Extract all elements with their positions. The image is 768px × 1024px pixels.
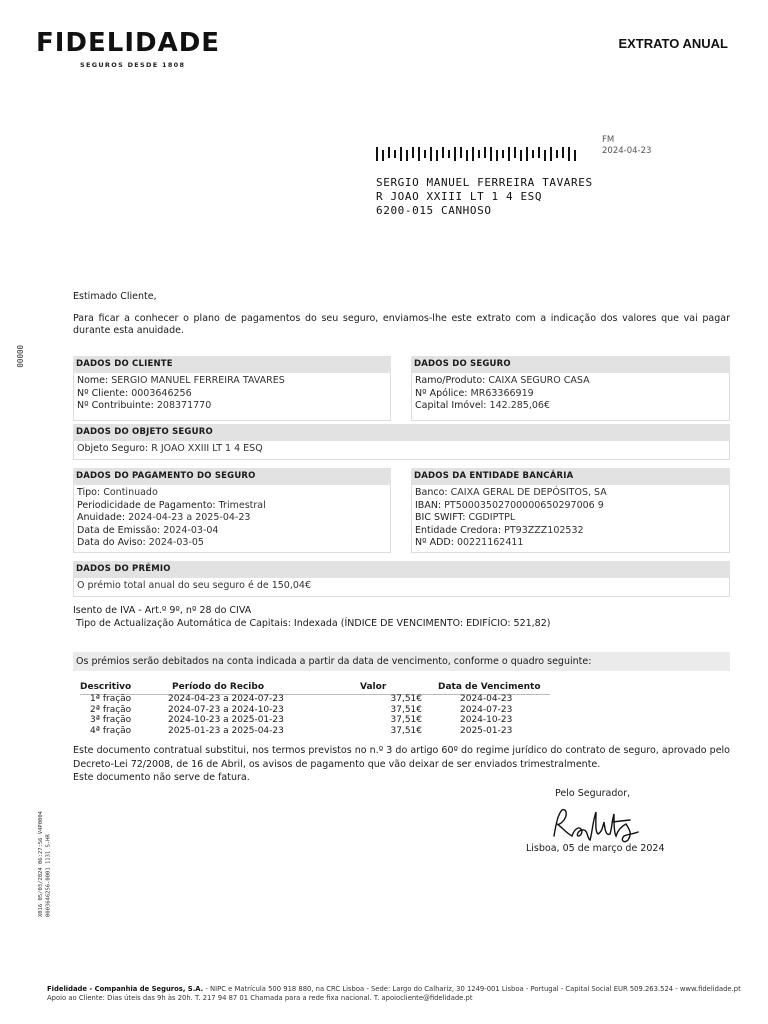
field-label: Capital Imóvel:	[415, 400, 487, 411]
logo-wordmark: FIDELIDADE	[36, 28, 221, 58]
signature-label: Pelo Segurador,	[555, 788, 631, 799]
table-cell: 37,51€	[390, 715, 422, 725]
table-row	[80, 705, 550, 716]
field-value: R JOAO XXIII LT 1 4 ESQ	[151, 443, 263, 454]
add-row	[415, 537, 726, 550]
vat-exemption: Isento de IVA - Art.º 9º, nº 28 do CIVA	[73, 605, 252, 616]
client-section-title: DADOS DO CLIENTE	[73, 356, 391, 373]
field-value: Trimestral	[218, 499, 266, 511]
field-label: BIC SWIFT:	[415, 512, 466, 523]
table-cell: 4ª fração	[90, 725, 132, 736]
table-cell: 1ª fração	[90, 694, 132, 704]
object-section	[73, 424, 730, 460]
payment-type-row	[77, 487, 387, 500]
table-row	[80, 694, 550, 705]
recipient-name: SERGIO MANUEL FERREIRA TAVARES	[376, 176, 593, 189]
table-cell: 2024-04-23	[460, 694, 513, 704]
client-number-row	[77, 388, 387, 401]
premium-section	[73, 561, 730, 597]
field-value: CAIXA GERAL DE DEPÓSITOS, SA	[450, 487, 607, 498]
field-label: Objeto Seguro:	[77, 443, 149, 454]
recipient-postal: 6200-015 CANHOSO	[376, 204, 492, 217]
insurance-section-title: DADOS DO SEGURO	[411, 356, 730, 373]
payment-section	[73, 468, 391, 553]
field-value: CAIXA SEGURO CASA	[488, 375, 590, 386]
debit-note: Os prémios serão debitados na conta indicada a partir da data de vencimento, conforme o quadro seguinte:	[73, 652, 730, 671]
field-value: 208371770	[156, 400, 212, 411]
field-value: 142.285,06€	[489, 400, 550, 411]
field-value: PT93ZZZ102532	[504, 524, 584, 536]
table-cell: 37,51€	[390, 694, 422, 704]
invoice-disclaimer: Este documento não serve de fatura.	[73, 772, 250, 783]
field-label: Anuidade:	[77, 512, 126, 523]
table-cell: 2024-04-23 a 2024-07-23	[168, 694, 284, 704]
side-print-code	[38, 772, 53, 917]
payment-section-body	[73, 485, 391, 553]
field-label: Data do Aviso:	[77, 537, 146, 548]
capital-row	[415, 400, 726, 413]
field-label: Nº Apólice:	[415, 387, 468, 399]
object-row	[77, 443, 726, 456]
insurance-section	[411, 356, 730, 421]
object-section-body	[73, 441, 730, 460]
field-value: MR63366919	[470, 387, 534, 399]
field-label: Tipo:	[77, 487, 101, 498]
document-title: EXTRATO ANUAL	[618, 36, 728, 51]
recipient-address	[376, 176, 593, 218]
field-label: Nº Cliente:	[77, 387, 129, 399]
side-code: 00000	[16, 345, 25, 368]
column-header: Período do Recibo	[172, 682, 265, 692]
field-value: 00221162411	[456, 537, 524, 548]
routing-code: FM	[602, 135, 615, 145]
routing-info	[602, 135, 651, 158]
greeting: Estimado Cliente,	[73, 291, 157, 302]
client-section	[73, 356, 391, 421]
issue-date-row	[77, 525, 387, 538]
payment-schedule-table	[80, 681, 550, 736]
field-value: Continuado	[103, 487, 158, 498]
premium-text: O prémio total anual do seu seguro é de 150,04€	[77, 580, 311, 591]
premium-section-body	[73, 578, 730, 597]
field-label: IBAN:	[415, 499, 442, 511]
creditor-row	[415, 525, 726, 538]
policy-row	[415, 388, 726, 401]
signature-place-date: Lisboa, 05 de março de 2024	[526, 843, 665, 854]
field-label: Nome:	[77, 375, 109, 386]
field-label: Entidade Credora:	[415, 524, 502, 536]
table-cell: 2024-07-23 a 2024-10-23	[168, 704, 284, 715]
client-taxid-row	[77, 400, 387, 413]
capital-update-type: Tipo de Actualização Automática de Capitais: Indexada (ÍNDICE DE VENCIMENTO: EDIFÍCIO: 521,82)	[76, 618, 551, 629]
field-value: SERGIO MANUEL FERREIRA TAVARES	[111, 375, 285, 386]
table-header	[80, 681, 550, 694]
table-cell: 37,51€	[390, 725, 422, 736]
company-logo	[36, 30, 220, 69]
tax-info	[73, 604, 550, 630]
client-section-body	[73, 373, 391, 421]
iban-row	[415, 500, 726, 513]
column-header: Descritivo	[80, 682, 132, 692]
field-value: 2024-04-23 a 2025-04-23	[128, 512, 251, 523]
bank-section-body	[411, 485, 730, 553]
payment-section-title: DADOS DO PAGAMENTO DO SEGURO	[73, 468, 391, 485]
table-cell: 2025-01-23 a 2025-04-23	[168, 725, 284, 736]
footer-company-line	[47, 985, 747, 994]
legal-paragraph: Este documento contratual substitui, nos termos previstos no n.º 3 do artigo 60º do regime jurídico do contrato de seguro, aprovado pelo Decreto-Lei 72/2008, de 16 de Abril, os avisos de pagamento que vão deixar de ser enviados trimestralmente.	[73, 745, 730, 770]
footer-support-line: Apoio ao Cliente: Dias úteis das 9h às 20h. T. 217 94 87 01 Chamada para a rede fixa nacional. T. apoiocliente@fidelidade.pt	[47, 994, 473, 1002]
field-value: 0003646256	[131, 387, 192, 399]
table-cell: 37,51€	[390, 704, 422, 715]
table-cell: 2ª fração	[90, 704, 132, 715]
field-label: Data de Emissão:	[77, 524, 161, 536]
side-print-line: 0003646256-0001 1131 S-HR	[45, 834, 52, 917]
notice-date-row	[77, 537, 387, 550]
premium-section-title: DADOS DO PRÉMIO	[73, 561, 730, 578]
field-value: CGDIPTPL	[468, 512, 516, 523]
table-cell: 3ª fração	[90, 715, 132, 725]
side-print-line: X016 05/03/2024 06:27:56 V4P0004	[38, 811, 44, 917]
table-cell: 2024-10-23 a 2025-01-23	[168, 715, 284, 725]
bank-section	[411, 468, 730, 553]
bic-row	[415, 512, 726, 525]
field-label: Ramo/Produto:	[415, 375, 486, 386]
table-cell: 2024-10-23	[460, 715, 513, 725]
table-row	[80, 726, 550, 737]
bank-name-row	[415, 487, 726, 500]
recipient-street: R JOAO XXIII LT 1 4 ESQ	[376, 190, 543, 203]
page-footer	[47, 985, 747, 1003]
field-value: 2024-03-04	[163, 524, 219, 536]
table-cell: 2025-01-23	[460, 725, 513, 736]
field-value: 2024-03-05	[148, 537, 204, 548]
field-label: Periodicidade de Pagamento:	[77, 499, 216, 511]
postal-barcode-icon	[376, 144, 581, 164]
field-label: Banco:	[415, 487, 448, 498]
column-header: Data de Vencimento	[438, 682, 541, 692]
legal-notice	[73, 744, 730, 785]
bank-section-title: DADOS DA ENTIDADE BANCÁRIA	[411, 468, 730, 485]
footer-company-name: Fidelidade - Companhia de Seguros, S.A.	[47, 985, 204, 993]
field-label: Nº Contribuinte:	[77, 400, 154, 411]
field-label: Nº ADD:	[415, 537, 454, 548]
annuity-row	[77, 512, 387, 525]
routing-date: 2024-04-23	[602, 146, 652, 157]
insurance-section-body	[411, 373, 730, 421]
object-section-title: DADOS DO OBJETO SEGURO	[73, 424, 730, 441]
field-value: PT50003502700000650297006 9	[444, 499, 604, 511]
table-cell: 2024-07-23	[460, 704, 513, 715]
logo-tagline: SEGUROS DESDE 1808	[80, 61, 186, 69]
intro-paragraph: Para ficar a conhecer o plano de pagamentos do seu seguro, enviamos-lhe este extrato com a indicação dos valores que vai pagar durante esta anuidade.	[73, 313, 730, 337]
column-header: Valor	[360, 682, 387, 692]
footer-company-info: - NIPC e Matrícula 500 918 880, na CRC Lisboa - Sede: Largo do Calhariz, 30 1249-001 Lisboa - Portugal - Capital Social EUR 509.263.524 - www.fidelidade.pt	[203, 985, 741, 993]
signature-icon	[548, 800, 644, 846]
table-row	[80, 715, 550, 726]
product-row	[415, 375, 726, 388]
payment-frequency-row	[77, 500, 387, 513]
client-name-row	[77, 375, 387, 388]
